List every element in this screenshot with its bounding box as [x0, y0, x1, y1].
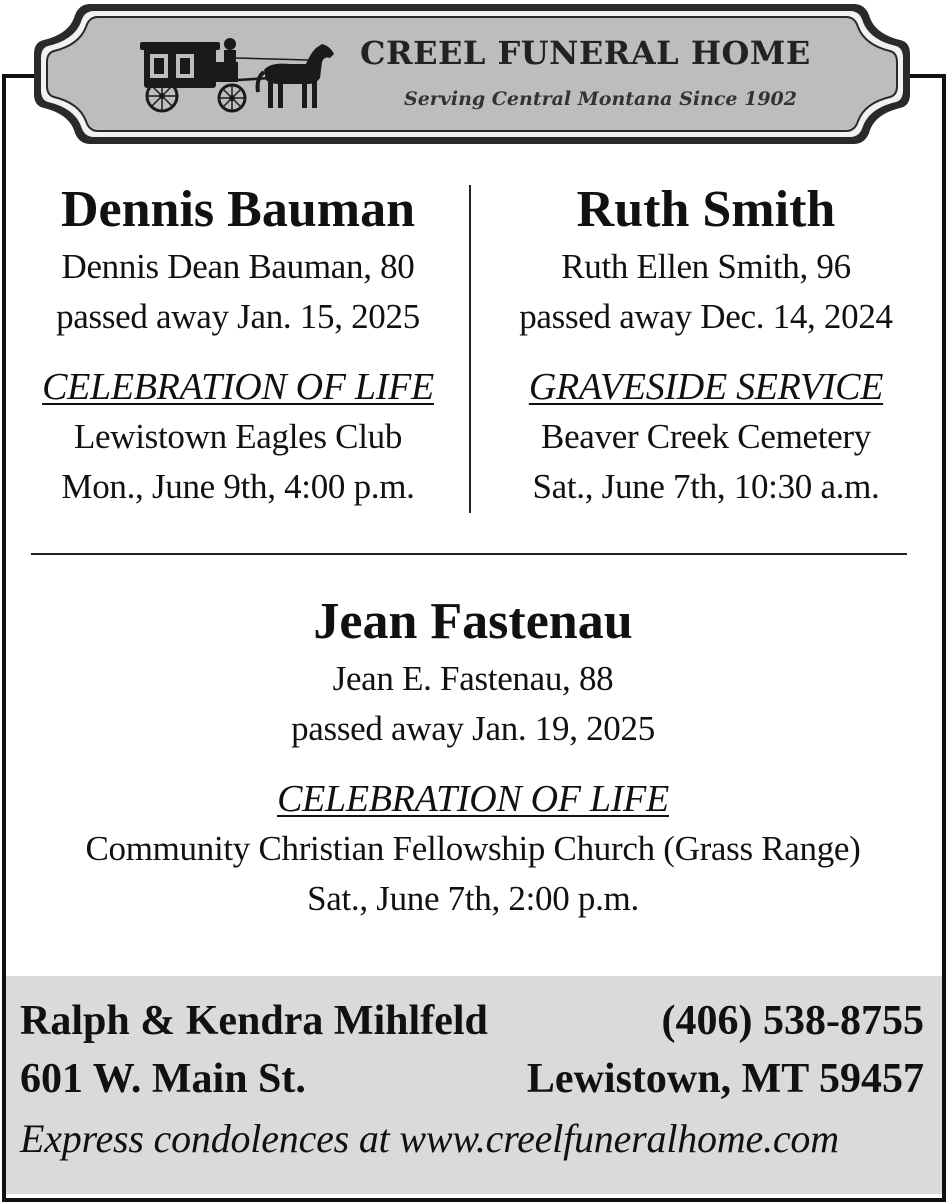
condolences-website: Express condolences at www.creelfuneralhome.com — [20, 1116, 839, 1161]
notice-passed-date: passed away Jan. 15, 2025 — [56, 297, 420, 336]
notice-ruth-smith — [486, 178, 926, 512]
notice-full-name-age: Dennis Dean Bauman, 80 — [61, 247, 415, 286]
notice-service-type: CELEBRATION OF LIFE — [277, 778, 669, 820]
section-divider — [31, 553, 907, 555]
notice-jean-fastenau — [20, 590, 926, 924]
column-divider — [469, 185, 471, 513]
notice-name: Ruth Smith — [576, 181, 836, 238]
notice-passed-date: passed away Dec. 14, 2024 — [519, 297, 893, 336]
header-plaque — [30, 0, 914, 148]
tagline: Serving Central Montana Since 1902 — [404, 88, 797, 110]
phone-number: (406) 538-8755 — [661, 998, 924, 1044]
notice-location: Beaver Creek Cemetery — [541, 417, 871, 456]
notice-passed-date: passed away Jan. 19, 2025 — [291, 709, 655, 748]
notice-datetime: Sat., June 7th, 10:30 a.m. — [532, 467, 880, 506]
notice-dennis-bauman — [18, 178, 458, 512]
notice-name: Dennis Bauman — [61, 181, 415, 238]
notice-service-type: GRAVESIDE SERVICE — [528, 366, 884, 408]
notice-full-name-age: Jean E. Fastenau, 88 — [332, 659, 614, 698]
notice-service-type: CELEBRATION OF LIFE — [42, 366, 434, 408]
notice-full-name-age: Ruth Ellen Smith, 96 — [561, 247, 851, 286]
notice-datetime: Mon., June 9th, 4:00 p.m. — [61, 467, 415, 506]
horse-drawn-hearse-icon — [140, 30, 340, 114]
notice-datetime: Sat., June 7th, 2:00 p.m. — [307, 879, 639, 918]
owners-name: Ralph & Kendra Mihlfeld — [20, 998, 488, 1044]
city-state-zip: Lewistown, MT 59457 — [526, 1056, 924, 1102]
footer-row-owners — [20, 996, 924, 1046]
footer-row-address — [20, 1054, 924, 1104]
contact-footer — [6, 976, 942, 1194]
notice-location: Lewistown Eagles Club — [73, 417, 403, 456]
notice-location: Community Christian Fellowship Church (Grass Range) — [85, 829, 861, 868]
funeral-home-name: CREEL FUNERAL HOME — [360, 34, 811, 72]
street-address: 601 W. Main St. — [20, 1056, 306, 1102]
notice-name: Jean Fastenau — [313, 593, 633, 650]
